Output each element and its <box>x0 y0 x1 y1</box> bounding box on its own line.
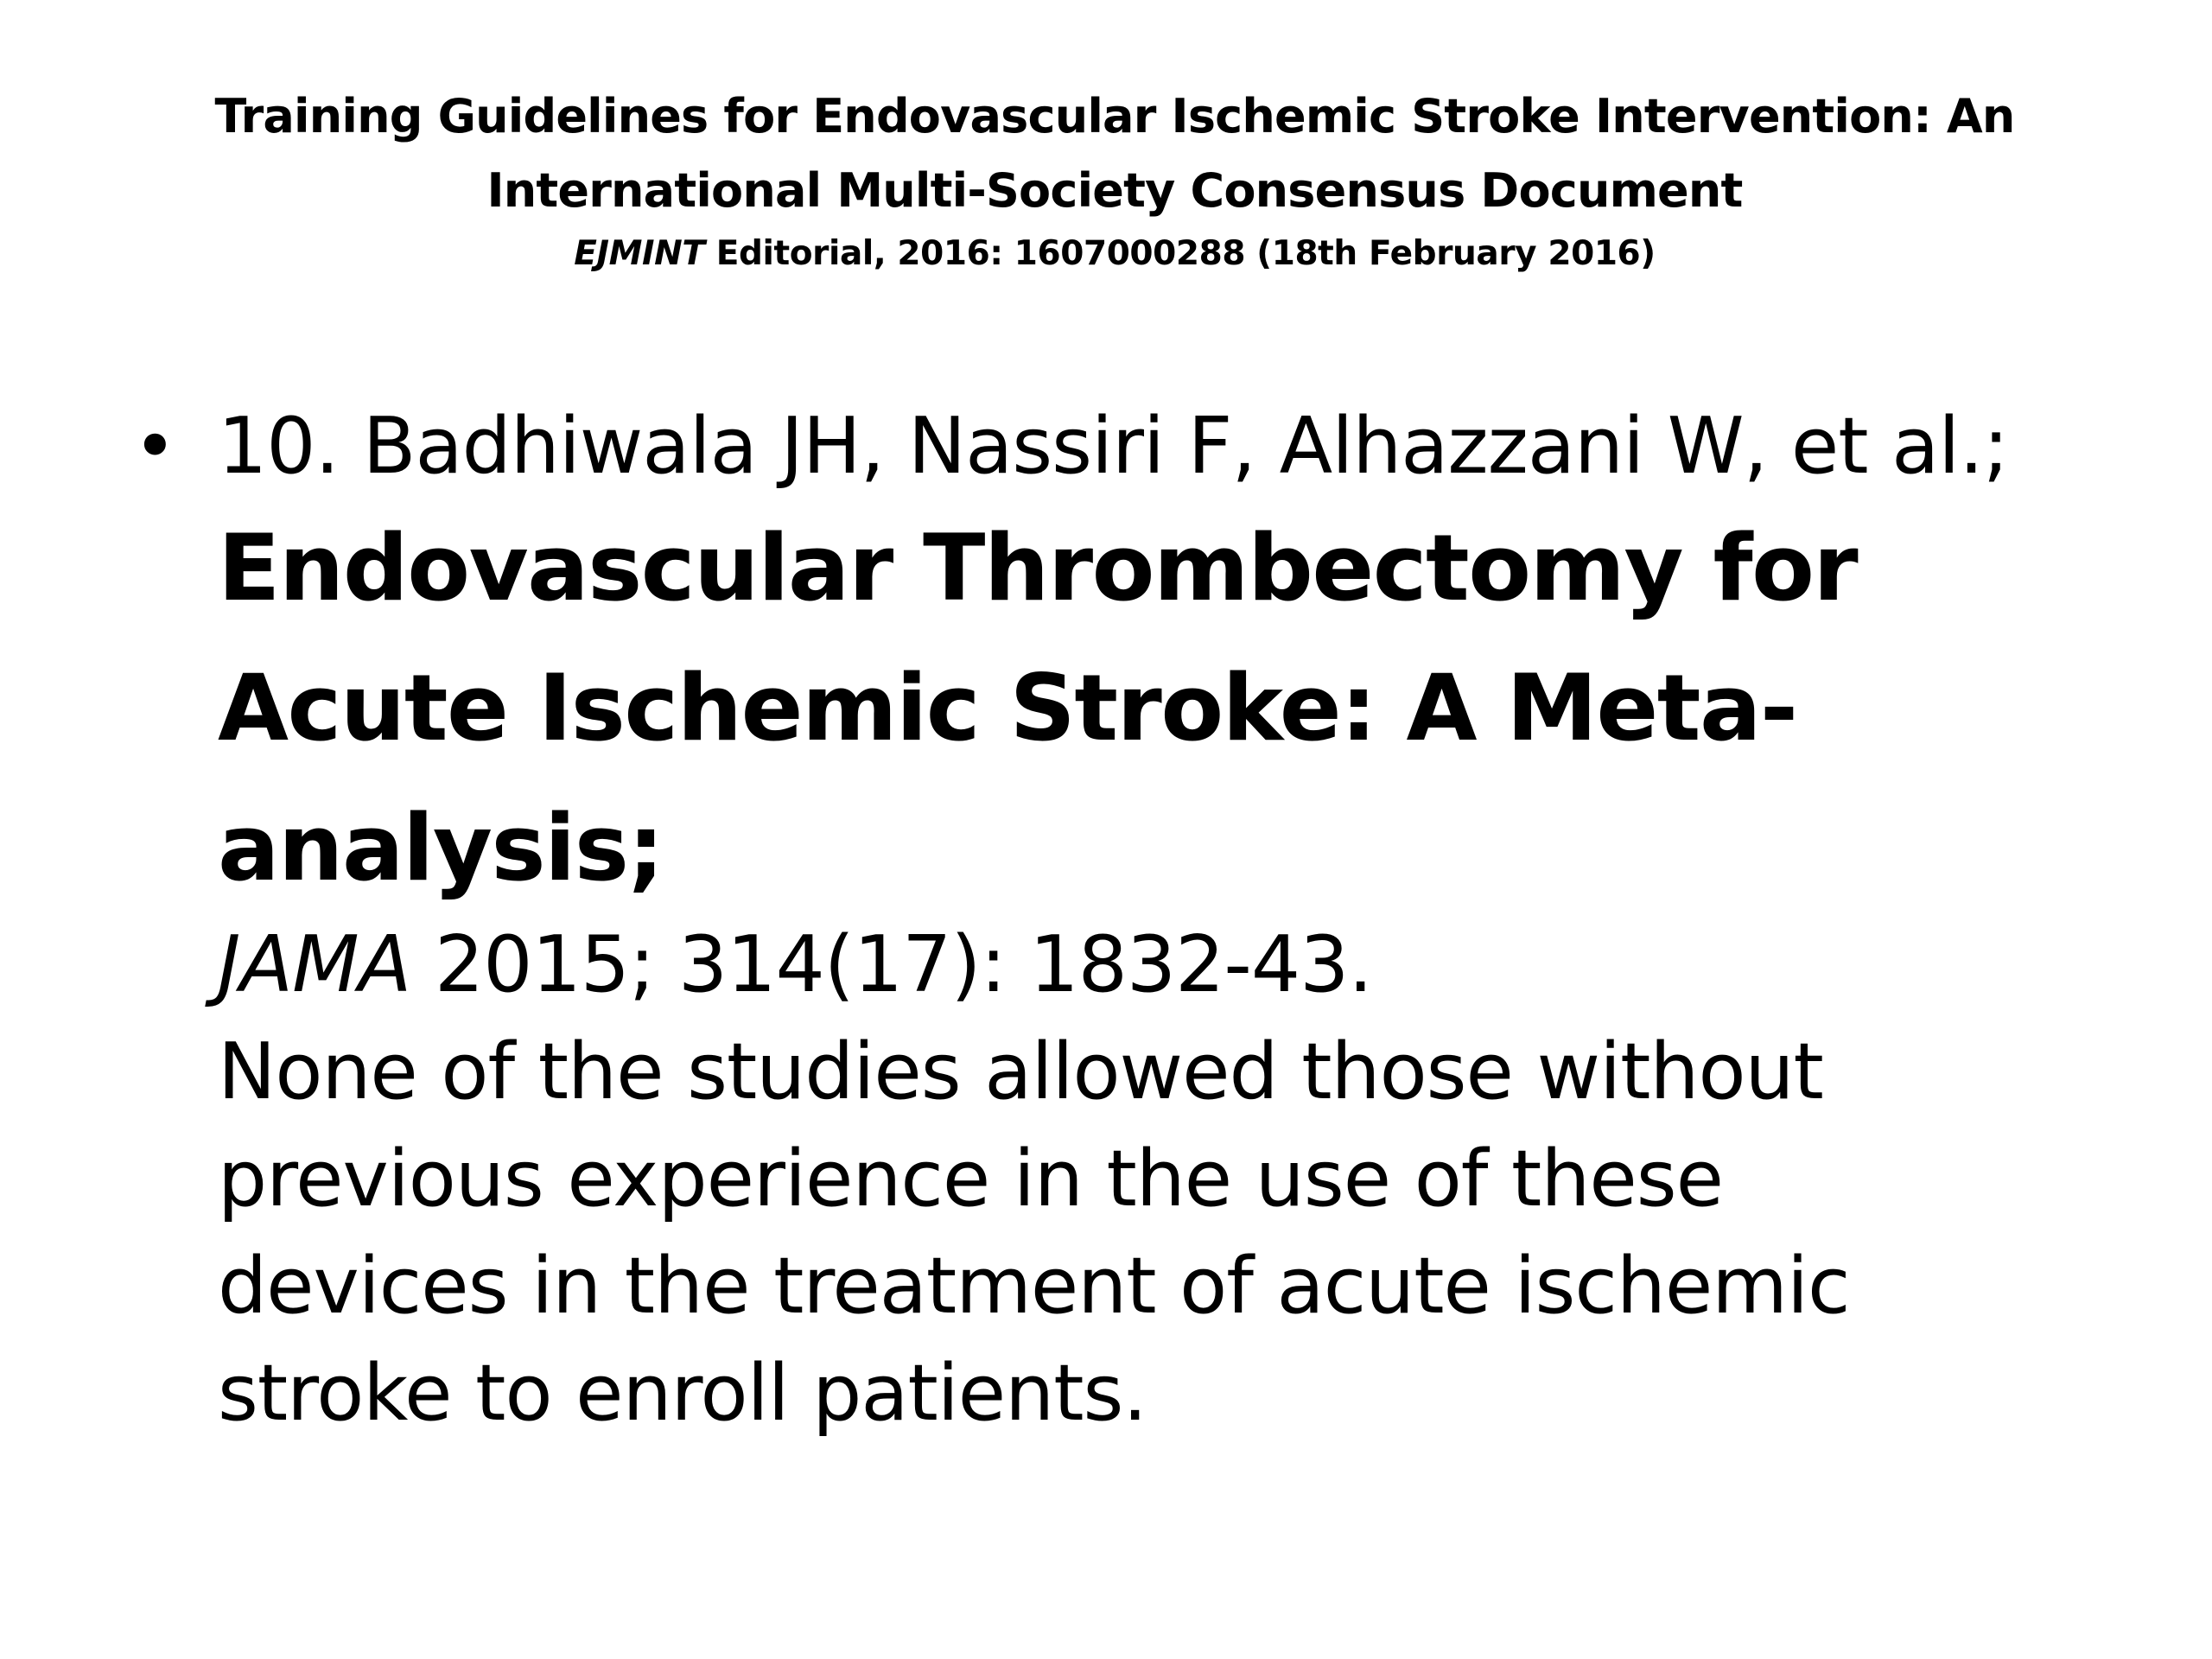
bullet-marker: • <box>133 404 177 490</box>
source-journal: EJMINT <box>574 234 705 273</box>
source-details: Editorial, 2016: 1607000288 (18th February 2016) <box>704 234 1656 273</box>
reference-list-item <box>130 393 2143 1447</box>
guideline-title: Training Guidelines for Endovascular Ischemic Stroke Intervention: An International Multi-Society Consensus Document <box>214 89 2015 218</box>
reference-note: None of the studies allowed those without previous experience in the use of these devices in the treatment of acute ischemic stroke to enroll patients. <box>218 1027 1850 1439</box>
reference-citation <box>218 912 2143 1019</box>
reference-body <box>218 393 2143 1447</box>
slide-header <box>138 79 2091 280</box>
reference-citation-details: 2015; 314(17): 1832-43. <box>410 919 1373 1010</box>
reference-journal: JAMA <box>218 919 411 1010</box>
slide-content <box>130 393 2143 1447</box>
guideline-source <box>138 228 2091 280</box>
reference-article-title: Endovascular Thrombectomy for Acute Ischemic Stroke: A Meta-analysis; <box>218 515 1858 901</box>
reference-authors: 10. Badhiwala JH, Nassiri F, Alhazzani W, et al.; <box>218 401 2009 492</box>
